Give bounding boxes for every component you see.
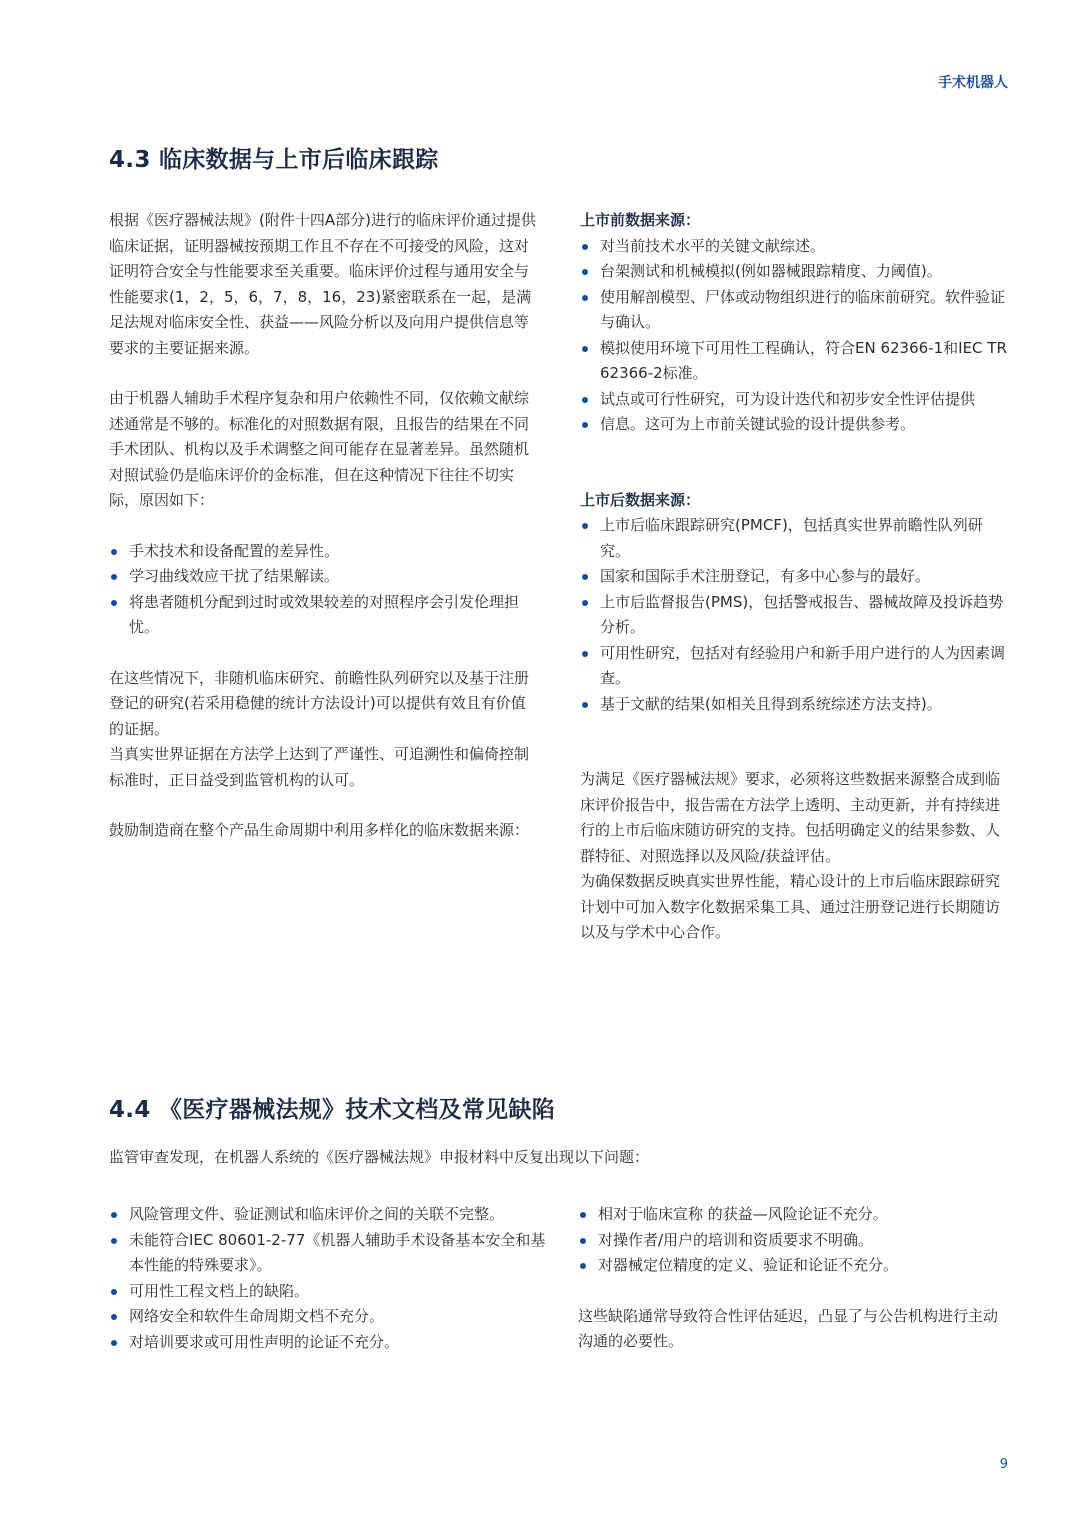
list-item: 对当前技术水平的关键文献综述。 [580,234,1010,260]
section-4-4-left-column [109,1202,549,1355]
paragraph: 根据《医疗器械法规》(附件十四A部分)进行的临床评价通过提供临床证据，证明器械按预期工作且不存在不可接受的风险，这对证明符合安全与性能要求至关重要。临床评价过程与通用安全与性能要求(1，2，5，6，7，8，16，23)紧密联系在一起，是满足法规对临床安全性、获益——风险分析以及向用户提供信息等要求的主要证据来源。 [109,211,536,357]
list-item: 试点或可行性研究，可为设计迭代和初步安全性评估提供 [580,387,1010,413]
list-item: 信息。这可为上市前关键试验的设计提供参考。 [580,412,1010,438]
paragraph: 由于机器人辅助手术程序复杂和用户依赖性不同，仅依赖文献综述通常是不够的。标准化的对照数据有限，且报告的结果在不同手术团队、机构以及手术调整之间可能存在显著差异。虽然随机对照试验仍是临床评价的金标准，但在这种情况下往往不切实际，原因如下： [109,389,530,509]
paragraph: 在这些情况下，非随机临床研究、前瞻性队列研究以及基于注册登记的研究(若采用稳健的统计方法设计)可以提供有效且有价值的证据。 [109,668,530,738]
list-item: 上市后临床跟踪研究(PMCF)，包括真实世界前瞻性队列研究。 [580,513,1010,564]
paragraph: 监管审查发现，在机器人系统的《医疗器械法规》申报材料中反复出现以下问题： [109,1148,650,1166]
list-item: 可用性研究，包括对有经验用户和新手用户进行的人为因素调查。 [580,641,1010,692]
list-item: 可用性工程文档上的缺陷。 [109,1279,549,1305]
list-item: 风险管理文件、验证测试和临床评价之间的关联不完整。 [109,1202,549,1228]
paragraph: 鼓励制造商在整个产品生命周期中利用多样化的临床数据来源： [109,821,530,839]
list-item: 相对于临床宣称 的获益—风险论证不充分。 [578,1202,1010,1228]
list-item: 学习曲线效应干扰了结果解读。 [109,564,539,590]
postmarket-heading: 上市后数据来源： [580,490,701,509]
premarket-list [580,234,1010,438]
paragraph: 为满足《医疗器械法规》要求，必须将这些数据来源整合成到临床评价报告中，报告需在方法学上透明、主动更新，并有持续进行的上市后临床随访研究的支持。包括明确定义的结果参数、人群特征、对照选择以及风险/获益评估。 [580,770,1001,865]
list-item: 基于文献的结果(如相关且得到系统综述方法支持)。 [580,692,1010,718]
deficiency-list-right [578,1202,1010,1279]
header-tag: 手术机器人 [938,75,1008,91]
postmarket-list [580,513,1010,717]
list-item: 上市后监督报告(PMS)，包括警戒报告、器械故障及投诉趋势分析。 [580,590,1010,641]
list-item: 未能符合IEC 80601-2-77《机器人辅助手术设备基本安全和基本性能的特殊要求》。 [109,1228,549,1279]
section-title-4-3: 4.3 临床数据与上市后临床跟踪 [109,147,439,173]
section-4-4-right-column [578,1202,1010,1355]
list-item: 对器械定位精度的定义、验证和论证不充分。 [578,1253,1010,1279]
section-4-3-left-column [109,208,539,844]
list-item: 国家和国际手术注册登记，有多中心参与的最好。 [580,564,1010,590]
list-item: 对操作者/用户的培训和资质要求不明确。 [578,1228,1010,1254]
list-item: 使用解剖模型、尸体或动物组织进行的临床前研究。软件验证与确认。 [580,285,1010,336]
paragraph: 为确保数据反映真实世界性能，精心设计的上市后临床跟踪研究计划中可加入数字化数据采集工具、通过注册登记进行长期随访以及与学术中心合作。 [580,872,1001,941]
list-item: 对培训要求或可用性声明的论证不充分。 [109,1330,549,1356]
list-item: 台架测试和机械模拟(例如器械跟踪精度、力阈值)。 [580,259,1010,285]
section-title-4-4: 4.4 《医疗器械法规》技术文档及常见缺陷 [109,1097,556,1123]
list-item: 手术技术和设备配置的差异性。 [109,539,539,565]
page-number: 9 [999,1457,1008,1472]
deficiency-list-left [109,1202,549,1355]
section-4-3-right-column [580,208,1010,946]
section-4-4-intro [109,1145,1009,1171]
bullet-list [109,539,539,641]
list-item: 将患者随机分配到过时或效果较差的对照程序会引发伦理担忧。 [109,590,539,641]
list-item: 网络安全和软件生命周期文档不充分。 [109,1304,549,1330]
paragraph: 当真实世界证据在方法学上达到了严谨性、可追溯性和偏倚控制标准时，正日益受到监管机构的认可。 [109,745,530,789]
premarket-heading: 上市前数据来源： [580,211,701,229]
list-item: 模拟使用环境下可用性工程确认，符合EN 62366-1和IEC TR 62366-2标准。 [580,336,1010,387]
paragraph: 这些缺陷通常导致符合性评估延迟，凸显了与公告机构进行主动沟通的必要性。 [578,1306,999,1350]
